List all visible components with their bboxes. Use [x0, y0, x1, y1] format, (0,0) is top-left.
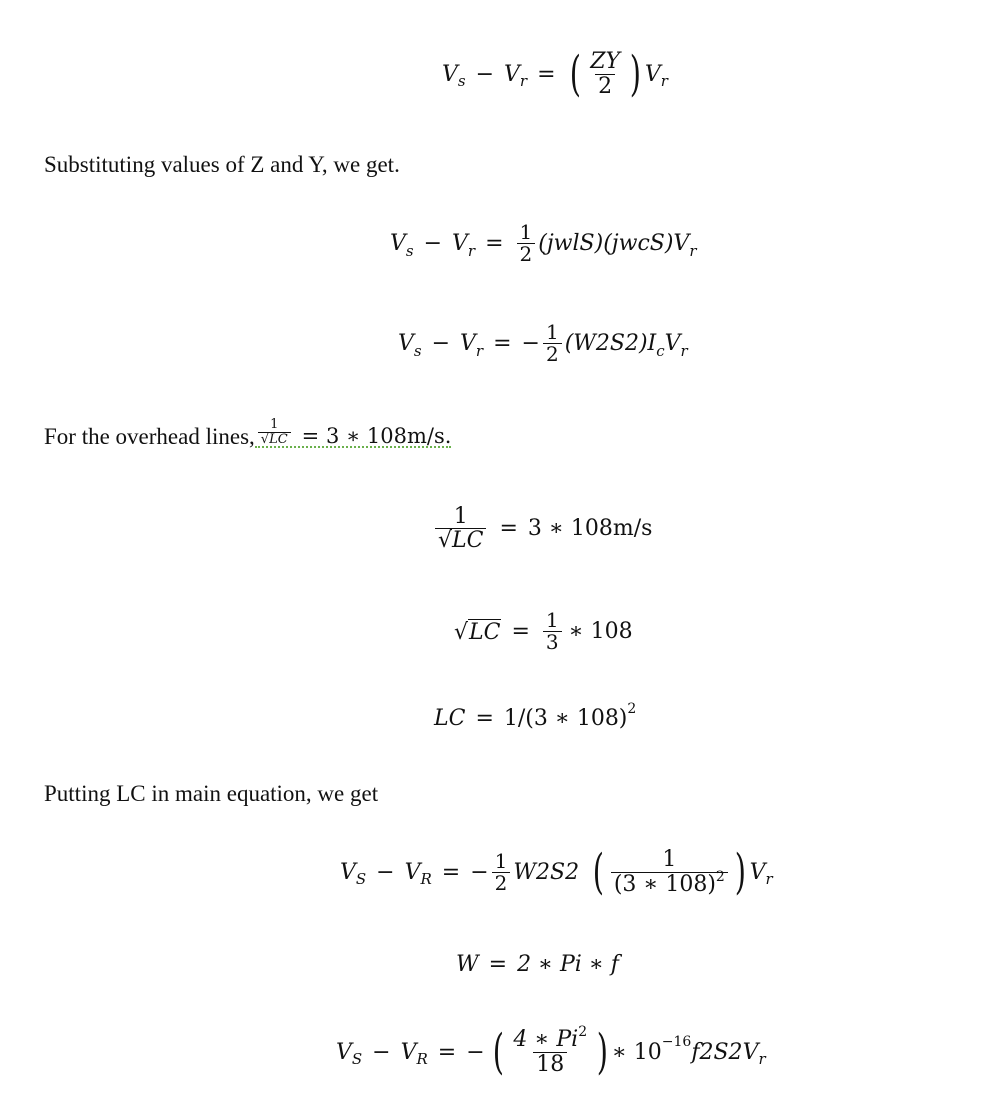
operator: = — [488, 952, 508, 977]
superscript: −16 — [661, 1034, 692, 1050]
sqrt — [454, 619, 501, 645]
subscript: r — [519, 72, 528, 90]
superscript: 2 — [627, 700, 637, 717]
paren: ( — [569, 46, 581, 102]
paren: ) — [596, 1024, 609, 1080]
var: V — [398, 331, 414, 356]
fraction — [435, 505, 486, 552]
subscript: S — [351, 1050, 363, 1068]
equation-8 — [456, 952, 619, 977]
paren: ( — [492, 1024, 504, 1080]
term: (W2S2) — [564, 331, 648, 356]
operator: = — [485, 231, 504, 256]
var: V — [442, 61, 458, 87]
numerator: 1 — [662, 847, 677, 873]
equation-1 — [442, 46, 668, 102]
operator: = — [437, 1039, 457, 1065]
var: V — [664, 331, 681, 356]
fraction — [510, 1024, 590, 1077]
paren: ( — [592, 844, 605, 900]
operator: = — [511, 619, 530, 644]
denominator — [611, 868, 728, 897]
operator: = — [493, 331, 512, 356]
operator: − — [423, 231, 443, 256]
var: LC — [434, 706, 466, 731]
subscript: S — [355, 870, 367, 888]
term: 2 ∗ Pi ∗ f — [517, 952, 619, 977]
subscript: r — [758, 1050, 766, 1068]
operator: = — [441, 859, 461, 885]
var: V — [452, 231, 468, 256]
term: (3 ∗ 108) — [613, 871, 716, 897]
denominator: 2 — [517, 243, 536, 265]
radicand: LC — [269, 431, 288, 447]
equation-6 — [434, 700, 637, 731]
subscript: r — [765, 870, 773, 888]
subscript: r — [689, 241, 697, 260]
var: V — [400, 1039, 417, 1065]
paren: ) — [734, 844, 746, 900]
equation-9 — [336, 1024, 766, 1080]
denominator: 18 — [533, 1052, 567, 1076]
text: = 3 ∗ 108m/s. — [301, 424, 452, 449]
numerator: 1 — [270, 417, 279, 432]
var: V — [749, 859, 766, 885]
operator: = — [499, 516, 518, 542]
fraction — [543, 322, 562, 365]
operator: − — [475, 61, 495, 87]
var: V — [742, 1039, 759, 1065]
var: V — [504, 61, 520, 87]
paragraph-putting-lc: Putting LC in main equation, we get — [44, 781, 379, 806]
equation-2 — [390, 222, 696, 265]
subscript: s — [405, 241, 414, 260]
var: V — [460, 331, 476, 356]
equation-7 — [340, 844, 773, 900]
subscript: s — [413, 341, 422, 360]
operator: − — [376, 859, 395, 885]
fraction — [611, 848, 728, 895]
equation-5 — [454, 610, 633, 653]
var: V — [404, 859, 421, 885]
operator: − — [431, 331, 451, 356]
sqrt-icon: √ — [454, 619, 469, 645]
subscript: R — [416, 1050, 428, 1068]
var: V — [673, 231, 690, 256]
numerator: 1 — [545, 608, 559, 632]
fraction — [492, 848, 511, 895]
numerator — [510, 1024, 590, 1053]
paren: ) — [629, 46, 642, 102]
term: 1/(3 ∗ 108) — [503, 706, 628, 731]
denominator: 2 — [595, 74, 615, 98]
denominator: 3 — [543, 631, 562, 653]
numerator: 1 — [453, 504, 468, 529]
text: For the overhead lines, — [44, 424, 255, 450]
sqrt-icon: √ — [260, 431, 270, 447]
term: 4 ∗ Pi — [513, 1027, 579, 1053]
var: V — [644, 61, 661, 87]
paragraph-overhead-lines — [44, 418, 451, 448]
term: ∗ 108 — [568, 619, 633, 644]
subscript: r — [475, 341, 484, 360]
term: (jwcS) — [603, 231, 674, 256]
superscript: 2 — [715, 868, 725, 885]
radicand: LC — [469, 619, 501, 645]
subscript: r — [660, 72, 668, 90]
operator: − — [521, 331, 540, 356]
var: V — [336, 1039, 352, 1065]
denominator — [258, 432, 291, 447]
numerator: 1 — [519, 220, 533, 244]
numerator: 1 — [494, 848, 508, 873]
term: W2S2 — [513, 859, 580, 885]
superscript: 2 — [578, 1024, 588, 1041]
denominator: 2 — [492, 872, 511, 894]
subscript: s — [457, 72, 466, 90]
equation-4 — [432, 505, 652, 552]
subscript: r — [680, 341, 688, 360]
term: (jwlS) — [538, 231, 604, 256]
fraction — [587, 50, 623, 97]
sqrt-icon: √ — [438, 528, 453, 554]
fraction — [543, 610, 562, 653]
paragraph-substituting: Substituting values of Z and Y, we get. — [44, 152, 400, 177]
equation-3 — [398, 322, 688, 365]
operator: − — [470, 859, 489, 885]
var: V — [390, 231, 406, 256]
operator: = — [537, 61, 556, 87]
fraction — [517, 222, 536, 265]
var: I — [647, 331, 657, 356]
inline-equation — [255, 418, 452, 448]
subscript: c — [656, 341, 665, 360]
denominator — [435, 528, 486, 552]
numerator: ZY — [590, 49, 621, 75]
fraction — [258, 418, 291, 446]
subscript: r — [467, 241, 476, 260]
radicand: LC — [452, 528, 484, 554]
operator: − — [466, 1039, 485, 1065]
var: V — [340, 859, 356, 885]
term: f2S2 — [691, 1039, 743, 1065]
subscript: R — [420, 870, 432, 888]
term: ∗ 10 — [611, 1039, 662, 1065]
denominator: 2 — [543, 343, 562, 365]
numerator: 1 — [545, 320, 559, 344]
term: 3 ∗ 108m/s — [527, 516, 653, 542]
operator: = — [475, 706, 494, 731]
operator: − — [372, 1039, 391, 1065]
var: W — [456, 952, 479, 977]
